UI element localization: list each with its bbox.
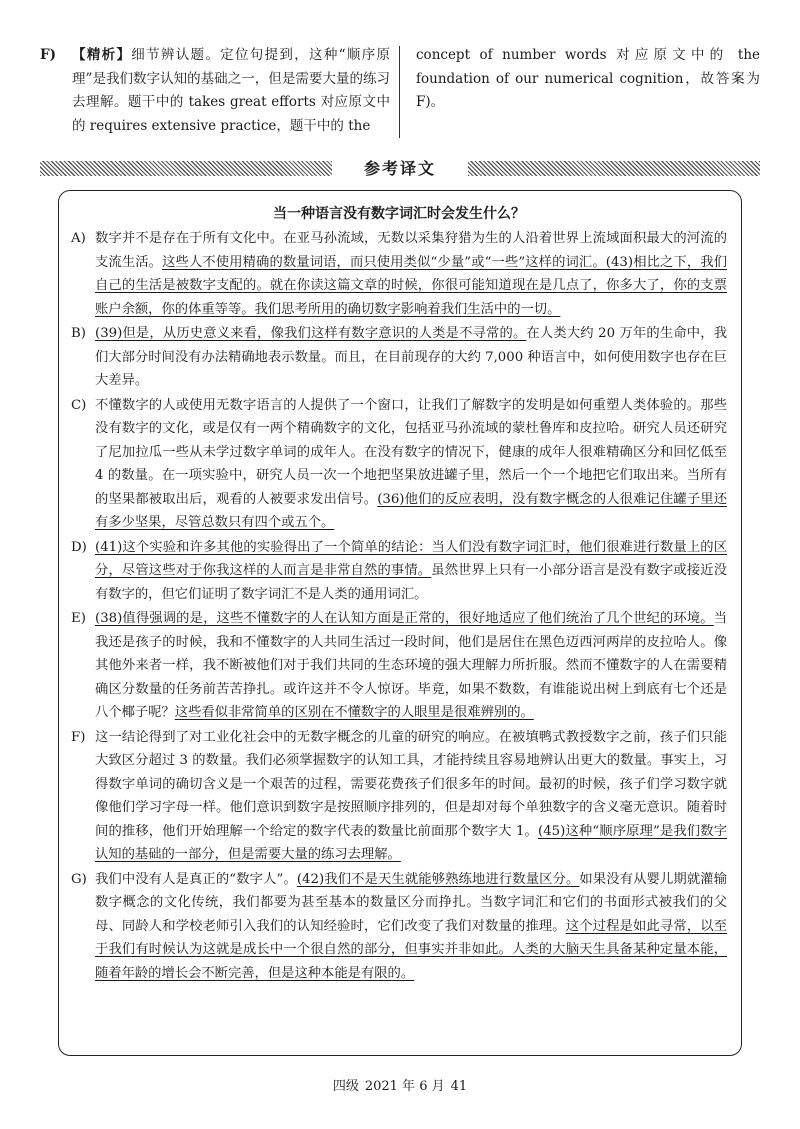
translation-box xyxy=(58,190,742,1056)
paragraph-c xyxy=(71,394,727,535)
section-title: 参考译文 xyxy=(363,159,436,178)
paragraph-text: 我们中没有人是真正的“数字人”。 xyxy=(95,871,297,887)
paragraph-text: 虽然世界上只有一小部分语言是没有数字或接近没有数字的，但它们证明了数字词汇不是人类的通用词汇。 xyxy=(95,563,728,602)
paragraph-label: D) xyxy=(71,539,87,555)
paragraph-text: 数字并不是存在于所有文化中。在亚马孙流域，无数以采集狩猎为生的人沿着世界上流域面积最大的河流的支流生活。 xyxy=(95,231,727,270)
hatch-decoration-right xyxy=(468,161,760,176)
page-footer xyxy=(0,1075,800,1094)
explanation-text-right: concept of number words 对应原文中的 the foundation of our numerical cognition，故答案为 F)。 xyxy=(416,47,760,110)
explanation-body-left: 细节辨认题。定位句提到，这种“顺序原理”是我们数字认知的基础之一，但是需要大量的练习去理解。题干中的 takes great efforts 对应原文中的 requires extensive practice，题干中的 the xyxy=(72,47,391,134)
underlined-sentence: (45)这种“顺序原理”是我们数字认知的基础的一部分，但是需要大量的练习去理解。 xyxy=(95,823,728,862)
column-divider xyxy=(399,46,400,138)
underlined-sentence: 这些看似非常简单的区别在不懂数字的人眼里是很难辨别的。 xyxy=(174,705,534,720)
paragraph-label: F) xyxy=(71,729,86,745)
paragraph-text: 在人类大约 20 万年的生命中，我们大部分时间没有办法精确地表示数量。而且，在目前现存的大约 7,000 种语言中，如何使用数字也存在巨大差异。 xyxy=(95,326,728,388)
paragraph-label: B) xyxy=(71,326,86,341)
article-body xyxy=(71,227,727,985)
footer-date: 2021 年 6 月 xyxy=(364,1079,445,1094)
paragraph-a xyxy=(71,227,727,321)
underlined-sentence: (42)我们不是天生就能够熟练地进行数量区分。 xyxy=(296,871,580,887)
underlined-sentence: (39)但是，从历史意义来看，像我们这样有数字意识的人类是不寻常的。 xyxy=(95,326,527,341)
underlined-sentence: 这个过程是如此寻常，以至于我们有时候认为这就是成长中一个很自然的部分，但事实并非如此。人类的大脑天生具备某种定量本能，随着年龄的增长会不断完善，但是这种本能是有限的。 xyxy=(95,918,728,981)
paragraph-label: G) xyxy=(71,871,87,887)
paragraph-f xyxy=(71,726,727,867)
answer-explanation xyxy=(40,44,760,139)
explanation-left-column xyxy=(40,44,390,138)
paragraph-text: 如果没有从婴儿期就灌输数字概念的文化传统，我们都要为甚至基本的数量区分而挣扎。当数字词汇和它们的书面形式被我们的父母、同龄人和学校老师引入我们的认知经验时，它们改变了我们对数量的推理。 xyxy=(95,871,727,934)
section-header xyxy=(40,158,760,180)
paragraph-text: 不懂数字的人或使用无数字语言的人提供了一个窗口，让我们了解数字的发明是如何重塑人类体验的。那些没有数字的文化，或是仅有一两个精确数字的文化，包括亚马孙流域的蒙杜鲁库和皮拉哈。研究人员还研究了尼加拉瓜一些从未学过数字单词的成年人。在没有数字的情况下，健康的成年人很难精确区分和回忆低至 4 的数量。在一项实验中，研究人员一次一个地把坚果放进罐子里，然后一个一个地把它们取出来。当所有的坚果都被取出后，观看的人被要求发出信号。 xyxy=(95,397,727,507)
explanation-label: F) xyxy=(40,47,56,63)
hatch-decoration-left xyxy=(40,161,332,176)
underlined-sentence: 这些人不使用精确的数量词语，而只使用类似“少量”或“一些”这样的词汇。 xyxy=(162,254,606,270)
paragraph-text: 这一结论得到了对工业化社会中的无数字概念的儿童的研究的响应。在被填鸭式教授数字之前，孩子们只能大致区分超过 3 的数量。我们必须掌握数字的认知工具，才能持续且容易地辨认出更大的数量。事实上，习得数字单词的确切含义是一个艰苦的过程，需要花费孩子们很多年的时间。最初的时候，孩子们学习数字就像他们学习字母一样。他们意识到数字是按照顺序排列的，但是却对每个单独数字的含义毫无意识。随着时间的推移，他们开始理解一个给定的数字代表的数量比前面那个数字大 1。 xyxy=(95,729,727,839)
footer-exam: 四级 xyxy=(332,1079,359,1094)
article-title: 当一种语言没有数字词汇时会发生什么？ xyxy=(273,206,525,222)
paragraph-label: C) xyxy=(71,397,87,413)
page-number: 41 xyxy=(450,1079,468,1094)
explanation-text-left xyxy=(72,44,390,138)
paragraph-d xyxy=(71,536,727,607)
explanation-tag: 【精析】 xyxy=(72,47,132,63)
underlined-sentence: (38)值得强调的是，这些不懂数字的人在认知方面是正常的，很好地适应了他们统治了几个世纪的环境。 xyxy=(95,611,714,626)
paragraph-text: 当我还是孩子的时候，我和不懂数字的人共同生活过一段时间，他们是居住在黑色迈西河两岸的皮拉哈人。像其他外来者一样，我不断被他们对于我们共同的生态环境的强大理解力所折服。然而不懂数字的人在需要精确区分数量的任务前苦苦挣扎。或许这并不令人惊讶。毕竟，如果不数数，有谁能说出树上到底有七个还是八个椰子呢？ xyxy=(95,611,727,720)
paragraph-label: A) xyxy=(71,231,86,246)
underlined-sentence: (41)这个实验和许多其他的实验得出了一个简单的结论：当人们没有数字词汇时，他们很难进行数量上的区分，尽管这些对于你我这样的人而言是非常自然的事情。 xyxy=(95,539,727,578)
paragraph-g xyxy=(71,868,727,986)
underlined-sentence: (43)相比之下，我们自己的生活是被数字支配的。就在你读这篇文章的时候，你很可能知道现在是几点了，你多大了，你的支票账户余额，你的体重等等。我们思考所用的确切数字影响着我们生活中的一切。 xyxy=(95,254,728,317)
paragraph-b xyxy=(71,322,727,393)
paragraph-label: E) xyxy=(71,611,86,626)
underlined-sentence: (36)他们的反应表明，没有数字概念的人很难记住罐子里还有多少坚果，尽管总数只有四个或五个。 xyxy=(95,491,728,530)
paragraph-e xyxy=(71,607,727,725)
